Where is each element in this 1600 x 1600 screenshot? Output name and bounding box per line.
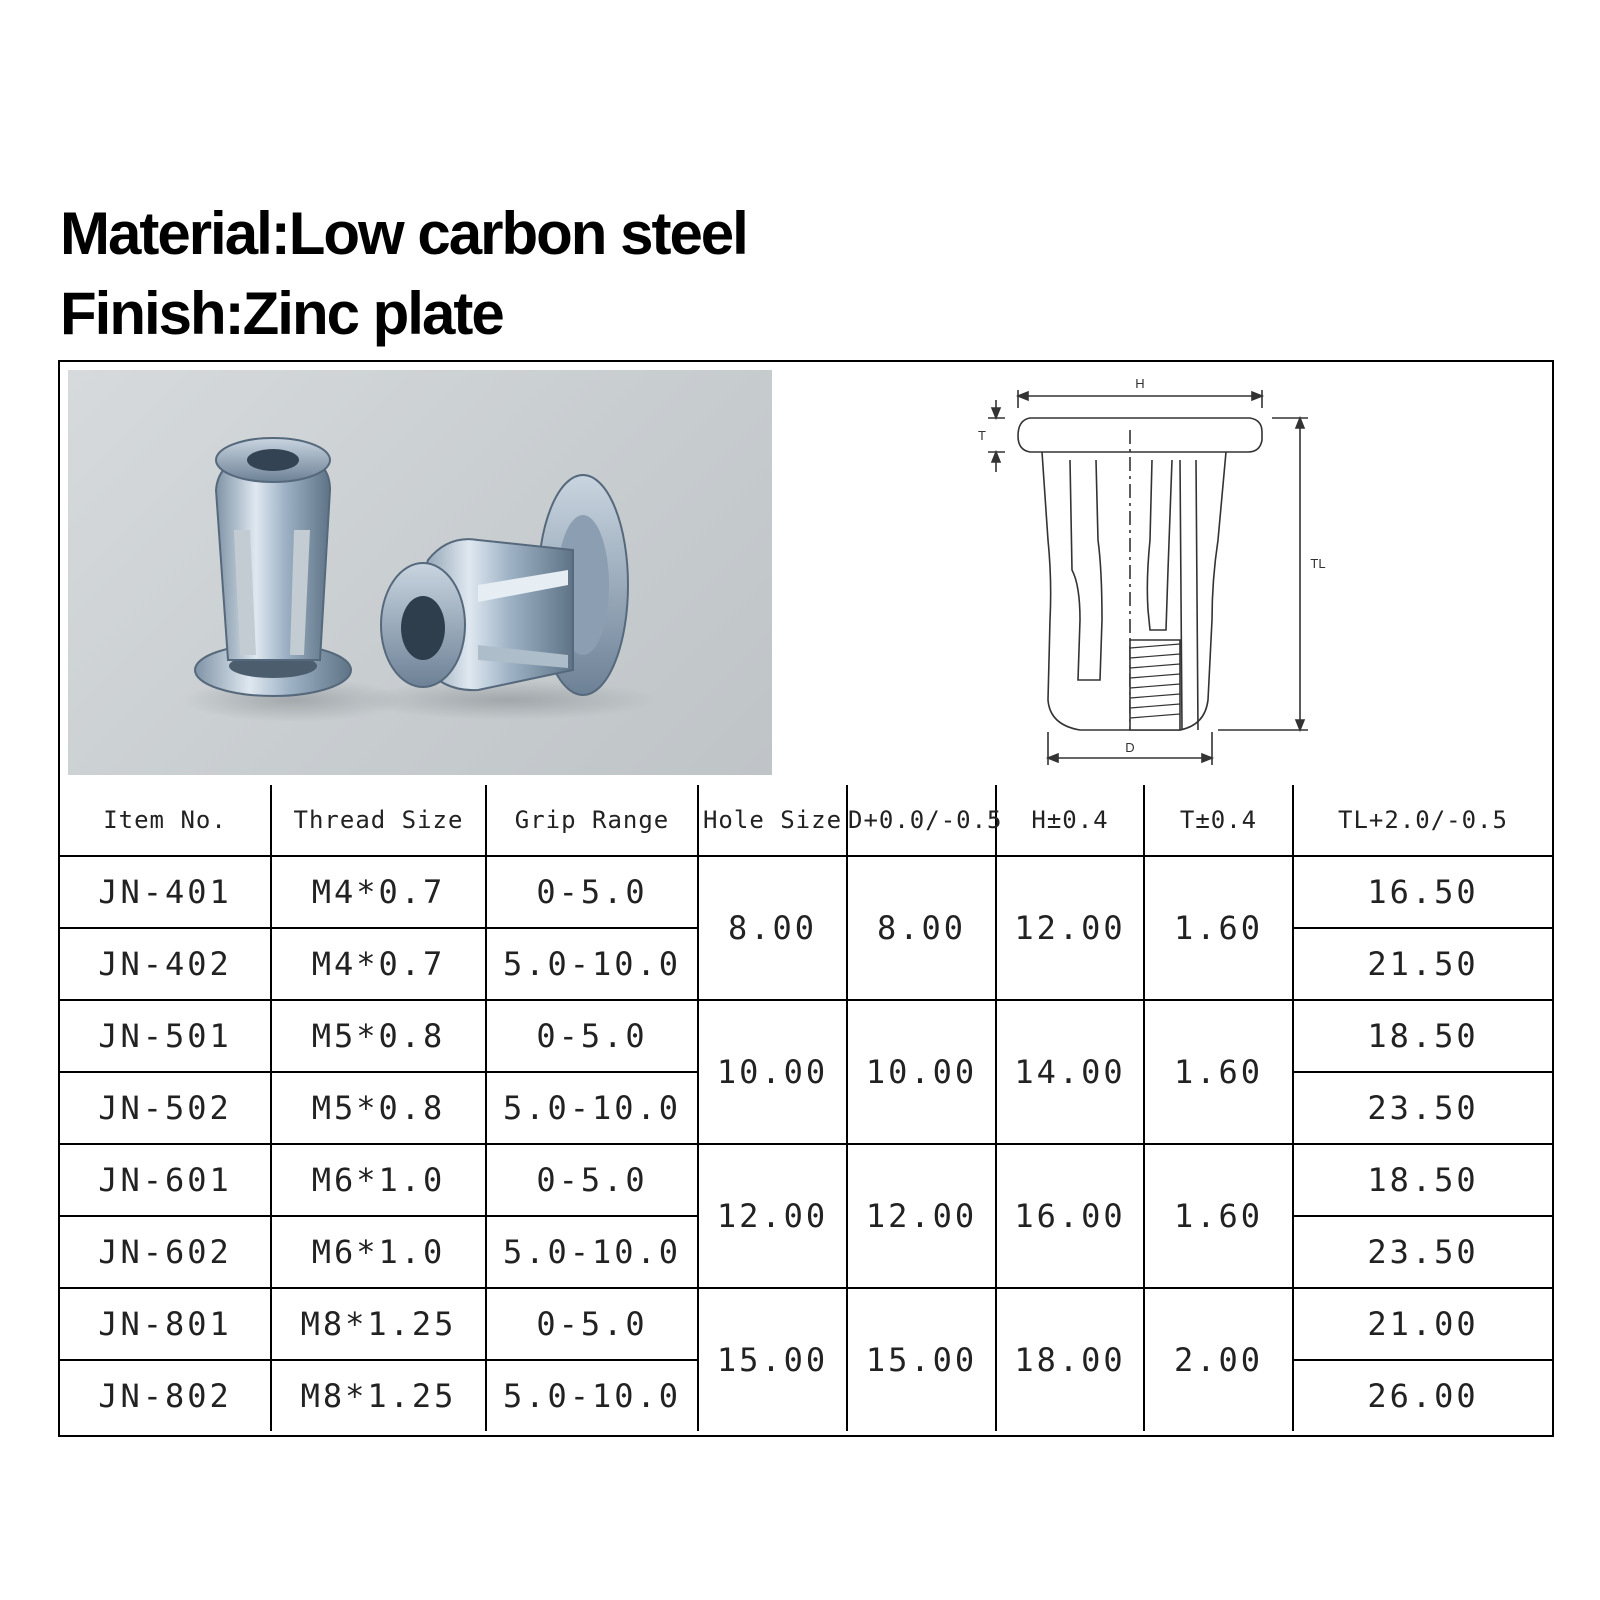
d-cell: 8.00 [847,856,996,1000]
item-no-cell: JN-401 [60,856,271,928]
thread-size-cell: M6*1.0 [271,1144,486,1216]
grip-range-cell: 5.0-10.0 [486,1360,698,1431]
jack-nut-cross-section-drawing [780,370,1548,775]
header-d-tolerance: D+0.0/-0.5 [847,785,996,856]
item-no-cell: JN-601 [60,1144,271,1216]
thread-size-cell: M6*1.0 [271,1216,486,1288]
dimension-d-label: D [1125,740,1135,755]
hole-size-cell: 8.00 [698,856,847,1000]
hole-size-cell: 10.00 [698,1000,847,1144]
thread-size-cell: M5*0.8 [271,1072,486,1144]
d-cell: 15.00 [847,1288,996,1431]
finish-heading: Finish:Zinc plate [60,280,503,347]
t-cell: 1.60 [1144,1144,1293,1288]
tl-cell: 18.50 [1293,1000,1552,1072]
t-cell: 2.00 [1144,1288,1293,1431]
grip-range-cell: 5.0-10.0 [486,1072,698,1144]
t-cell: 1.60 [1144,856,1293,1000]
header-thread-size: Thread Size [271,785,486,856]
hole-size-cell: 12.00 [698,1144,847,1288]
header-h-tolerance: H±0.4 [996,785,1144,856]
item-no-cell: JN-602 [60,1216,271,1288]
h-cell: 16.00 [996,1144,1144,1288]
header-item-no: Item No. [60,785,271,856]
grip-range-cell: 0-5.0 [486,1288,698,1360]
d-cell: 10.00 [847,1000,996,1144]
spec-frame [58,360,1554,1437]
h-cell: 14.00 [996,1000,1144,1144]
table-row [60,1144,1552,1216]
table-row [60,1288,1552,1360]
d-cell: 12.00 [847,1144,996,1288]
item-no-cell: JN-502 [60,1072,271,1144]
table-header-row [60,785,1552,856]
grip-range-cell: 5.0-10.0 [486,928,698,1000]
item-no-cell: JN-402 [60,928,271,1000]
thread-size-cell: M4*0.7 [271,928,486,1000]
tl-cell: 16.50 [1293,856,1552,928]
header-hole-size: Hole Size [698,785,847,856]
tl-cell: 21.50 [1293,928,1552,1000]
spec-table [60,785,1552,1431]
material-heading: Material:Low carbon steel [60,200,747,267]
dimension-h-label: H [1135,376,1145,391]
tl-cell: 18.50 [1293,1144,1552,1216]
item-no-cell: JN-801 [60,1288,271,1360]
product-photo [68,370,772,775]
header-tl-tolerance: TL+2.0/-0.5 [1293,785,1552,856]
tl-cell: 26.00 [1293,1360,1552,1431]
table-row [60,856,1552,928]
dimension-t-label: T [978,428,986,443]
item-no-cell: JN-501 [60,1000,271,1072]
thread-size-cell: M5*0.8 [271,1000,486,1072]
tl-cell: 21.00 [1293,1288,1552,1360]
t-cell: 1.60 [1144,1000,1293,1144]
grip-range-cell: 5.0-10.0 [486,1216,698,1288]
dimension-tl-label: TL [1310,556,1326,571]
thread-size-cell: M8*1.25 [271,1360,486,1431]
h-cell: 18.00 [996,1288,1144,1431]
header-t-tolerance: T±0.4 [1144,785,1293,856]
tl-cell: 23.50 [1293,1072,1552,1144]
item-no-cell: JN-802 [60,1360,271,1431]
hole-size-cell: 15.00 [698,1288,847,1431]
grip-range-cell: 0-5.0 [486,1000,698,1072]
header-grip-range: Grip Range [486,785,698,856]
thread-size-cell: M4*0.7 [271,856,486,928]
jack-nut-photo-illustration [68,370,772,775]
table-row [60,1000,1552,1072]
technical-drawing [780,370,1548,775]
h-cell: 12.00 [996,856,1144,1000]
grip-range-cell: 0-5.0 [486,1144,698,1216]
thread-size-cell: M8*1.25 [271,1288,486,1360]
tl-cell: 23.50 [1293,1216,1552,1288]
grip-range-cell: 0-5.0 [486,856,698,928]
